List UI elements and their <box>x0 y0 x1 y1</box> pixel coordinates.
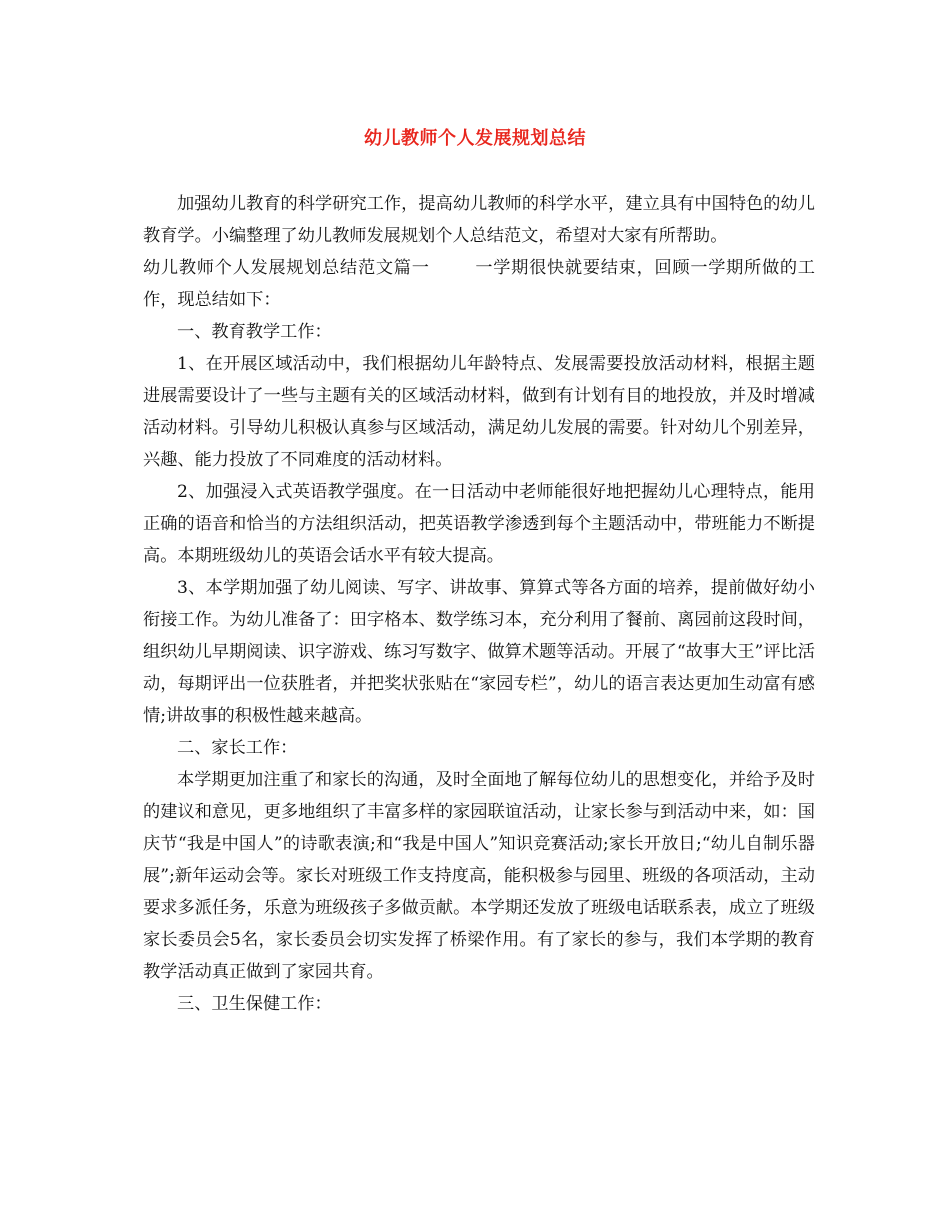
section-heading-parents: 二、家长工作： <box>177 738 298 758</box>
document-title: 幼儿教师个人发展规划总结 <box>364 128 586 149</box>
section-heading-health: 三、卫生保健工作： <box>177 994 332 1014</box>
section-heading-teaching: 一、教育教学工作： <box>177 322 332 342</box>
sample-heading-line <box>143 252 815 316</box>
intro-paragraph: 加强幼儿教育的科学研究工作，提高幼儿教师的科学水平，建立具有中国特色的幼儿教育学。小编整理了幼儿教师发展规划个人总结范文，希望对大家有所帮助。 <box>143 194 815 246</box>
sample-heading: 幼儿教师个人发展规划总结范文篇一 <box>143 258 430 278</box>
document-body <box>143 188 815 1020</box>
teaching-item-2: 2、加强浸入式英语教学强度。在一日活动中老师能很好地把握幼儿心理特点，能用正确的语音和恰当的方法组织活动，把英语教学渗透到每个主题活动中，带班能力不断提高。本期班级幼儿的英语会话水平有较大提高。 <box>143 482 815 566</box>
parents-paragraph: 本学期更加注重了和家长的沟通，及时全面地了解每位幼儿的思想变化，并给予及时的建议和意见，更多地组织了丰富多样的家园联谊活动，让家长参与到活动中来，如：国庆节“我是中国人”的诗歌表演;和“我是中国人”知识竞赛活动;家长开放日;“幼儿自制乐器展”;新年运动会等。家长对班级工作支持度高，能积极参与园里、班级的各项活动，主动要求多派任务，乐意为班级孩子多做贡献。本学期还发放了班级电话联系表，成立了班级家长委员会5名，家长委员会切实发挥了桥梁作用。有了家长的参与，我们本学期的教育教学活动真正做到了家园共育。 <box>143 770 815 982</box>
teaching-item-1: 1、在开展区域活动中，我们根据幼儿年龄特点、发展需要投放活动材料，根据主题进展需要设计了一些与主题有关的区域活动材料，做到有计划有目的地投放，并及时增减活动材料。引导幼儿积极认真参与区域活动，满足幼儿发展的需要。针对幼儿个别差异，兴趣、能力投放了不同难度的活动材料。 <box>143 354 815 470</box>
summary-opening: 一学期很快就要结束，回顾一学期所做的工作，现总结如下： <box>143 258 815 310</box>
teaching-item-3: 3、本学期加强了幼儿阅读、写字、讲故事、算算式等各方面的培养，提前做好幼小衔接工作。为幼儿准备了：田字格本、数学练习本，充分利用了餐前、离园前这段时间，组织幼儿早期阅读、识字游戏、练习写数字、做算术题等活动。开展了“故事大王”评比活动，每期评出一位获胜者，并把奖状张贴在“家园专栏”，幼儿的语言表达更加生动富有感情;讲故事的积极性越来越高。 <box>143 578 815 726</box>
